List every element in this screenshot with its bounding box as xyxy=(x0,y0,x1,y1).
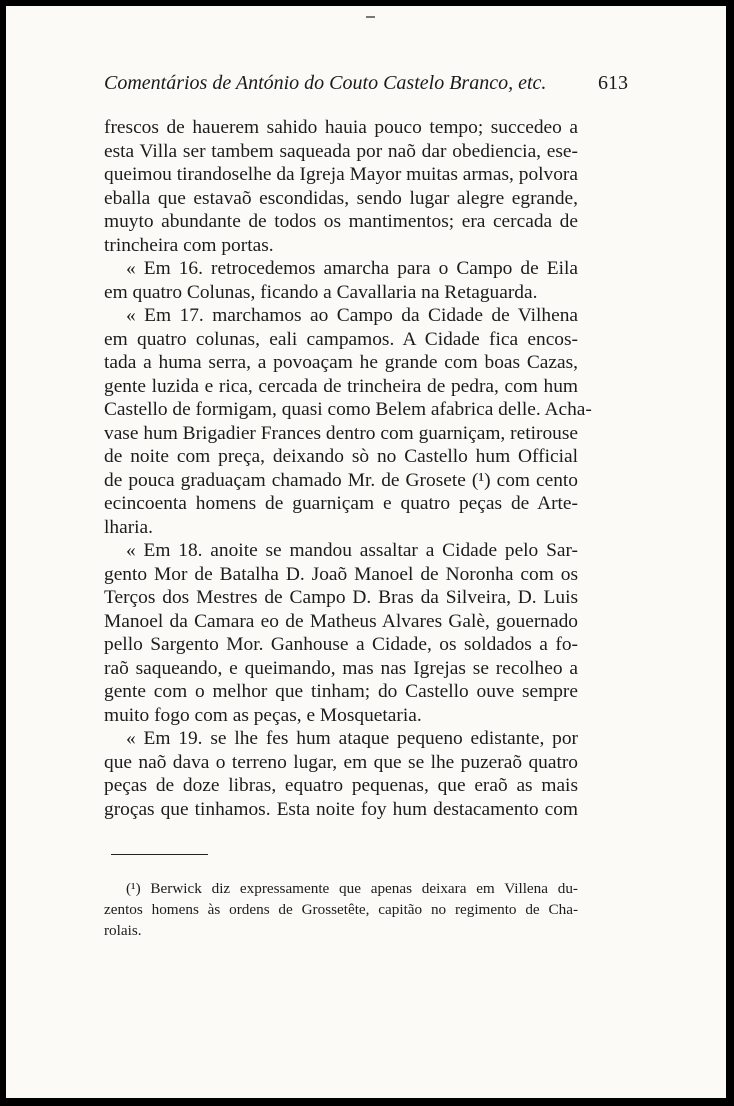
text-line: em quatro colunas, eali campamos. A Cidade fica encos- xyxy=(104,328,578,350)
text-line: gente luzida e rica, cercada de trincheira de pedra, com hum xyxy=(104,375,578,397)
text-line: Terços dos Mestres de Campo D. Bras da Silveira, D. Luis xyxy=(104,587,578,608)
body-text xyxy=(104,116,592,821)
text-line: gente com o melhor que tinham; do Castello ouve sempre xyxy=(104,681,578,702)
printer-mark xyxy=(366,16,375,18)
footnote-line: zentos homens às ordens de Grossetête, capitão no regimento de Cha- xyxy=(104,901,578,918)
text-line: muyto abundante de todos os mantimentos; era cercada de xyxy=(104,211,578,232)
text-line: queimou tirandoselhe da Igreja Mayor muitas armas, polvora xyxy=(104,164,578,185)
text-line: pello Sargento Mor. Ganhouse a Cidade, os soldados a fo- xyxy=(104,634,578,655)
text-line: gento Mor de Batalha D. Joaõ Manoel de Noronha com os xyxy=(104,563,578,585)
text-line: eballa que estavaõ escondidas, sendo lugar alegre egrande, xyxy=(104,187,578,209)
text-line: « Em 18. anoite se mandou assaltar a Cidade pelo Sar- xyxy=(126,540,578,561)
text-line: de noite com preça, deixando sò no Castello hum Official xyxy=(104,446,578,467)
text-line: que naõ dava o terreno lugar, em que se lhe puzeraõ quatro xyxy=(104,751,578,773)
text-line: Manoel da Camara eo de Matheus Alvares Galè, gouernado xyxy=(104,610,578,632)
running-header xyxy=(104,72,628,95)
footnote-line: (¹) Berwick diz expressamente que apenas deixara em Villena du- xyxy=(126,880,578,897)
text-line: vase hum Brigadier Frances dentro com guarniçam, retirouse xyxy=(104,422,578,444)
text-line: ecincoenta homens de guarniçam e quatro peças de Arte- xyxy=(104,493,578,514)
text-line: peças de doze libras, equatro pequenas, que eraõ as mais xyxy=(104,775,578,796)
text-line: « Em 19. se lhe fes hum ataque pequeno edistante, por xyxy=(126,728,578,749)
text-line: de pouca graduaçam chamado Mr. de Grosete (¹) com cento xyxy=(104,469,578,491)
text-line: raõ saqueando, e queimando, mas nas Igrejas se recolheo a xyxy=(104,657,578,679)
text-line: muito fogo com as peças, e Mosquetaria. xyxy=(104,704,422,726)
text-line: em quatro Colunas, ficando a Cavallaria na Retaguarda. xyxy=(104,281,538,303)
text-line: tada a huma serra, a povoaçam he grande com boas Cazas, xyxy=(104,352,578,373)
text-line: frescos de hauerem sahido hauia pouco tempo; succedeo a xyxy=(104,117,578,138)
text-line: esta Villa ser tambem saqueada por naõ dar obediencia, ese- xyxy=(104,140,578,162)
text-line: groças que tinhamos. Esta noite foy hum destacamento com xyxy=(104,798,578,820)
footnote-separator xyxy=(111,854,208,855)
text-line: trincheira com portas. xyxy=(104,234,274,256)
page-number: 613 xyxy=(598,72,628,94)
footnote xyxy=(104,878,578,941)
running-title: Comentários de António do Couto Castelo Branco, etc. xyxy=(104,72,547,94)
text-line: lharia. xyxy=(104,516,153,538)
footnote-line: rolais. xyxy=(104,922,142,939)
text-line: Castello de formigam, quasi como Belem afabrica delle. Acha- xyxy=(104,399,592,420)
text-line: « Em 16. retrocedemos amarcha para o Campo de Eila xyxy=(126,258,578,279)
book-page xyxy=(6,6,726,1098)
text-line: « Em 17. marchamos ao Campo da Cidade de Vilhena xyxy=(126,305,578,326)
